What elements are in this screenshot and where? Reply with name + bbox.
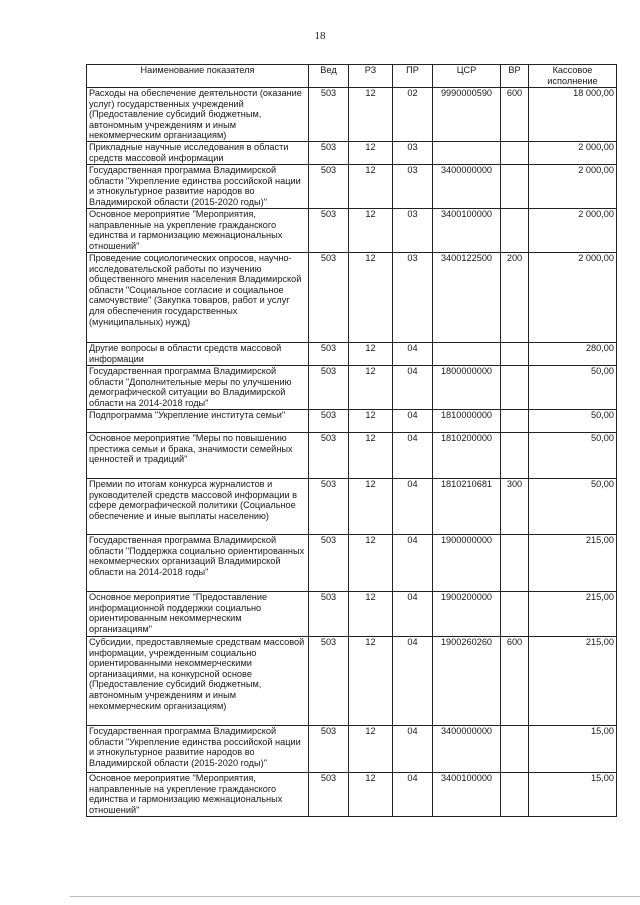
row-pr: 02 [393,88,433,142]
row-rz: 12 [349,637,393,726]
table-row [87,165,617,209]
row-csr: 3400000000 [433,726,501,773]
table-row [87,88,617,142]
row-ved: 503 [309,773,349,817]
row-amount: 2 000,00 [529,165,617,209]
row-vr [501,343,529,366]
row-rz: 12 [349,773,393,817]
row-pr: 03 [393,209,433,253]
row-pr: 04 [393,433,433,479]
row-vr [501,165,529,209]
table-row [87,366,617,410]
row-vr: 600 [501,637,529,726]
budget-table [86,64,617,817]
row-amount: 50,00 [529,479,617,535]
table-row [87,773,617,817]
page-bottom-edge [70,896,640,897]
row-ved: 503 [309,142,349,165]
row-amount: 18 000,00 [529,88,617,142]
row-name: Премии по итогам конкурса журналистов и руководителей средств массовой информации в сфере демографической политики (Социальное обеспечение и иные выплаты населению) [87,479,309,535]
table-row [87,433,617,479]
row-vr [501,209,529,253]
header-row [87,65,617,88]
row-csr: 1900260260 [433,637,501,726]
row-pr: 04 [393,637,433,726]
row-name: Основное мероприятие "Меры по повышению престижа семьи и брака, значимости семейных ценностей и традиций" [87,433,309,479]
row-rz: 12 [349,366,393,410]
row-csr: 3400100000 [433,209,501,253]
row-name: Другие вопросы в области средств массовой информации [87,343,309,366]
row-ved: 503 [309,479,349,535]
row-rz: 12 [349,209,393,253]
row-csr: 1810210681 [433,479,501,535]
row-pr: 04 [393,592,433,637]
row-name: Государственная программа Владимирской области "Дополнительные меры по улучшению демографической ситуации во Владимирской области на 2014-2018 годы" [87,366,309,410]
row-pr: 04 [393,343,433,366]
row-name: Основное мероприятие "Предоставление информационной поддержки социально ориентированным некоммерческим организациям" [87,592,309,637]
row-amount: 50,00 [529,410,617,433]
row-ved: 503 [309,637,349,726]
row-vr [501,592,529,637]
row-name: Основное мероприятие "Мероприятия, направленные на укрепление гражданского единства и гармонизацию межнациональных отношений" [87,209,309,253]
row-csr [433,142,501,165]
table-row [87,535,617,592]
row-name: Государственная программа Владимирской области "Укрепление единства российской нации и этнокультурное развитие народов во Владимирской области (2015-2020 годы)" [87,165,309,209]
row-rz: 12 [349,343,393,366]
row-pr: 04 [393,366,433,410]
row-name: Подпрограмма "Укрепление института семьи" [87,410,309,433]
row-rz: 12 [349,142,393,165]
row-name: Государственная программа Владимирской области "Поддержка социально ориентированных некоммерческих организаций Владимирской области на 2014-2018 годы" [87,535,309,592]
row-csr: 9990000590 [433,88,501,142]
row-ved: 503 [309,165,349,209]
row-vr [501,366,529,410]
row-ved: 503 [309,366,349,410]
row-pr: 04 [393,410,433,433]
row-vr [501,433,529,479]
row-pr: 03 [393,165,433,209]
row-pr: 03 [393,142,433,165]
row-rz: 12 [349,165,393,209]
row-csr [433,343,501,366]
row-ved: 503 [309,433,349,479]
col-header-vr: ВР [501,65,529,88]
row-rz: 12 [349,433,393,479]
row-ved: 503 [309,535,349,592]
row-vr [501,726,529,773]
row-amount: 215,00 [529,535,617,592]
row-amount: 215,00 [529,592,617,637]
table-row [87,142,617,165]
col-header-rz: РЗ [349,65,393,88]
row-name: Государственная программа Владимирской области "Укрепление единства российской нации и этнокультурное развитие народов во Владимирской области (2015-2020 годы)" [87,726,309,773]
row-vr [501,535,529,592]
row-csr: 1810200000 [433,433,501,479]
table-row [87,637,617,726]
row-csr: 1900000000 [433,535,501,592]
row-rz: 12 [349,410,393,433]
row-amount: 2 000,00 [529,209,617,253]
col-header-name: Наименование показателя [87,65,309,88]
row-amount: 215,00 [529,637,617,726]
col-header-amount: Кассовое исполнение [529,65,617,88]
row-ved: 503 [309,343,349,366]
row-vr [501,773,529,817]
row-vr [501,410,529,433]
table-row [87,343,617,366]
row-csr: 1900200000 [433,592,501,637]
row-pr: 04 [393,726,433,773]
col-header-ved: Вед [309,65,349,88]
row-rz: 12 [349,88,393,142]
row-csr: 1810000000 [433,410,501,433]
row-rz: 12 [349,592,393,637]
row-ved: 503 [309,209,349,253]
row-csr: 3400122500 [433,253,501,343]
row-vr [501,142,529,165]
row-csr: 1800000000 [433,366,501,410]
row-amount: 15,00 [529,726,617,773]
row-amount: 280,00 [529,343,617,366]
row-rz: 12 [349,726,393,773]
row-ved: 503 [309,592,349,637]
row-name: Субсидии, предоставляемые средствам массовой информации, учрежденным социально ориентированными некоммерческими организациями, на конкурсной основе (Предоставление субсидий бюджетным, автономным учреждениям и иным некоммерческим организациям) [87,637,309,726]
table-row [87,479,617,535]
table-row [87,592,617,637]
row-rz: 12 [349,479,393,535]
row-name: Основное мероприятие "Мероприятия, направленные на укрепление гражданского единства и гармонизацию межнациональных отношений" [87,773,309,817]
row-pr: 03 [393,253,433,343]
row-vr: 200 [501,253,529,343]
row-ved: 503 [309,410,349,433]
row-csr: 3400000000 [433,165,501,209]
row-pr: 04 [393,535,433,592]
row-ved: 503 [309,726,349,773]
row-amount: 2 000,00 [529,253,617,343]
col-header-csr: ЦСР [433,65,501,88]
page-number: 18 [314,30,326,42]
row-amount: 50,00 [529,366,617,410]
row-ved: 503 [309,88,349,142]
row-pr: 04 [393,773,433,817]
col-header-pr: ПР [393,65,433,88]
table-row [87,726,617,773]
row-rz: 12 [349,253,393,343]
table-row [87,209,617,253]
row-name: Расходы на обеспечение деятельности (оказание услуг) государственных учреждений (Предоставление субсидий бюджетным, автономным учреждениям и иным некоммерческим организациям) [87,88,309,142]
row-amount: 2 000,00 [529,142,617,165]
table-row [87,253,617,343]
table-row [87,410,617,433]
row-pr: 04 [393,479,433,535]
row-rz: 12 [349,535,393,592]
row-vr: 300 [501,479,529,535]
row-name: Прикладные научные исследования в области средств массовой информации [87,142,309,165]
row-ved: 503 [309,253,349,343]
row-vr: 600 [501,88,529,142]
row-amount: 50,00 [529,433,617,479]
row-csr: 3400100000 [433,773,501,817]
row-name: Проведение социологических опросов, научно-исследовательской работы по изучению общественного мнения населения Владимирской области "Социальное согласие и социальное самочувствие" (Закупка товаров, работ и услуг для обеспечения государственных (муниципальных) нужд) [87,253,309,343]
row-amount: 15,00 [529,773,617,817]
